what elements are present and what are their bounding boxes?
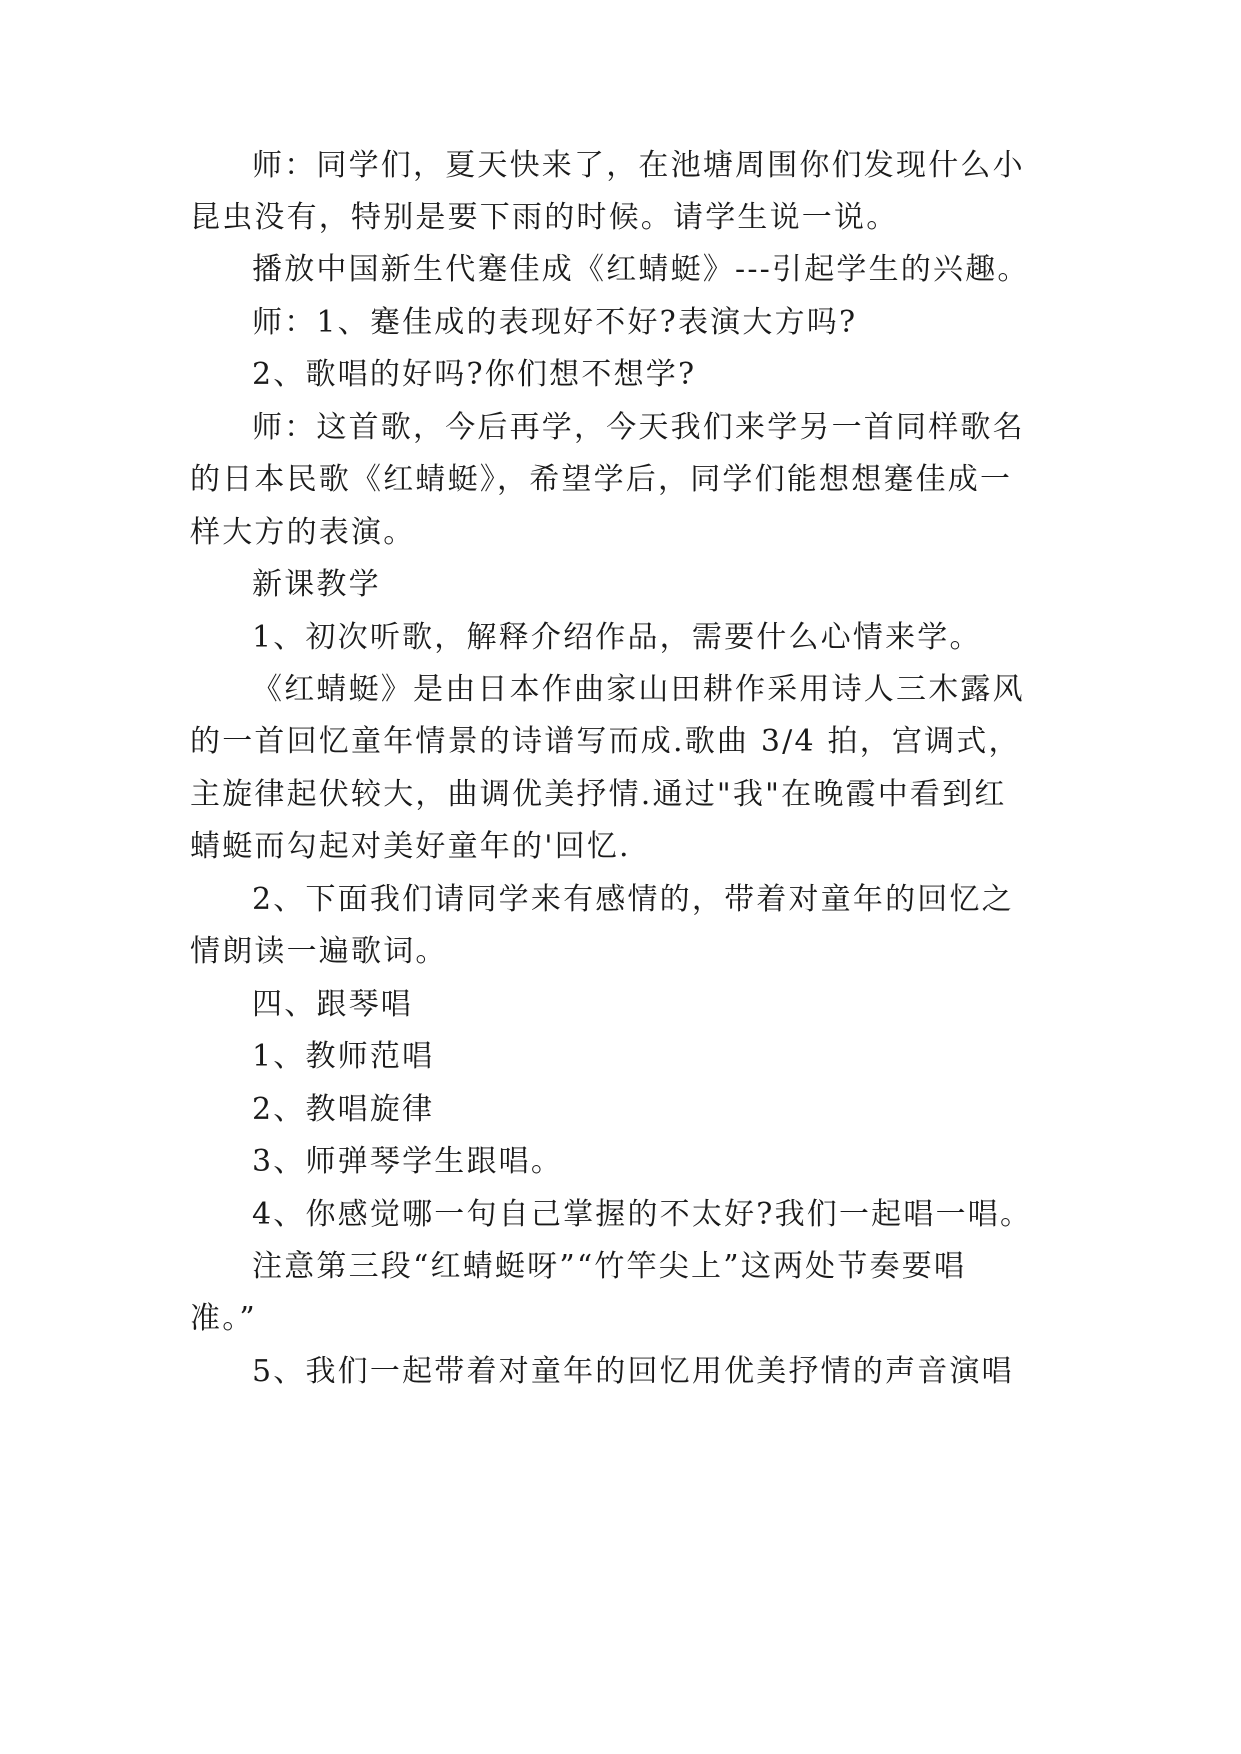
section-heading: 四、跟琴唱 (252, 987, 413, 1022)
list-item: 1、教师范唱 (252, 1039, 435, 1074)
paragraph-line: 师：同学们，夏天快来了，在池塘周围你们发现什么小 (252, 148, 1025, 183)
paragraph-line: 注意第三段“红蜻蜓呀”“竹竿尖上”这两处节奏要唱 (252, 1249, 967, 1284)
list-item: 3、师弹琴学生跟唱。 (252, 1144, 564, 1179)
paragraph-line: 《红蜻蜓》是由日本作曲家山田耕作采用诗人三木露风 (252, 672, 1025, 707)
paragraph-line: 师：1、蹇佳成的表现好不好?表演大方吗? (252, 305, 858, 340)
paragraph-line: 播放中国新生代蹇佳成《红蜻蜓》---引起学生的兴趣。 (252, 252, 1030, 287)
paragraph-line: 的一首回忆童年情景的诗谱写而成.歌曲 3/4 拍，宫调式， (190, 724, 1021, 759)
paragraph-line: 蜻蜓而勾起对美好童年的'回忆. (190, 829, 631, 864)
paragraph-line: 师：这首歌，今后再学，今天我们来学另一首同样歌名 (252, 410, 1025, 445)
paragraph-line: 2、下面我们请同学来有感情的，带着对童年的回忆之 (252, 882, 1014, 917)
paragraph-line: 准。” (190, 1301, 257, 1336)
list-item: 2、教唱旋律 (252, 1092, 435, 1127)
section-heading: 新课教学 (252, 567, 381, 602)
paragraph-line: 昆虫没有，特别是要下雨的时候。请学生说一说。 (190, 200, 899, 235)
paragraph-line: 情朗读一遍歌词。 (190, 934, 448, 969)
paragraph-line: 样大方的表演。 (190, 515, 416, 550)
paragraph-line: 的日本民歌《红蜻蜓》，希望学后，同学们能想想蹇佳成一 (190, 462, 1013, 497)
paragraph-line: 主旋律起伏较大，曲调优美抒情.通过"我"在晚霞中看到红 (190, 777, 1007, 812)
paragraph-line: 2、歌唱的好吗?你们想不想学? (252, 357, 697, 392)
list-item: 4、你感觉哪一句自己掌握的不太好?我们一起唱一唱。 (252, 1197, 1033, 1232)
paragraph-line: 1、初次听歌，解释介绍作品，需要什么心情来学。 (252, 620, 982, 655)
list-item: 5、我们一起带着对童年的回忆用优美抒情的声音演唱 (252, 1354, 1014, 1389)
